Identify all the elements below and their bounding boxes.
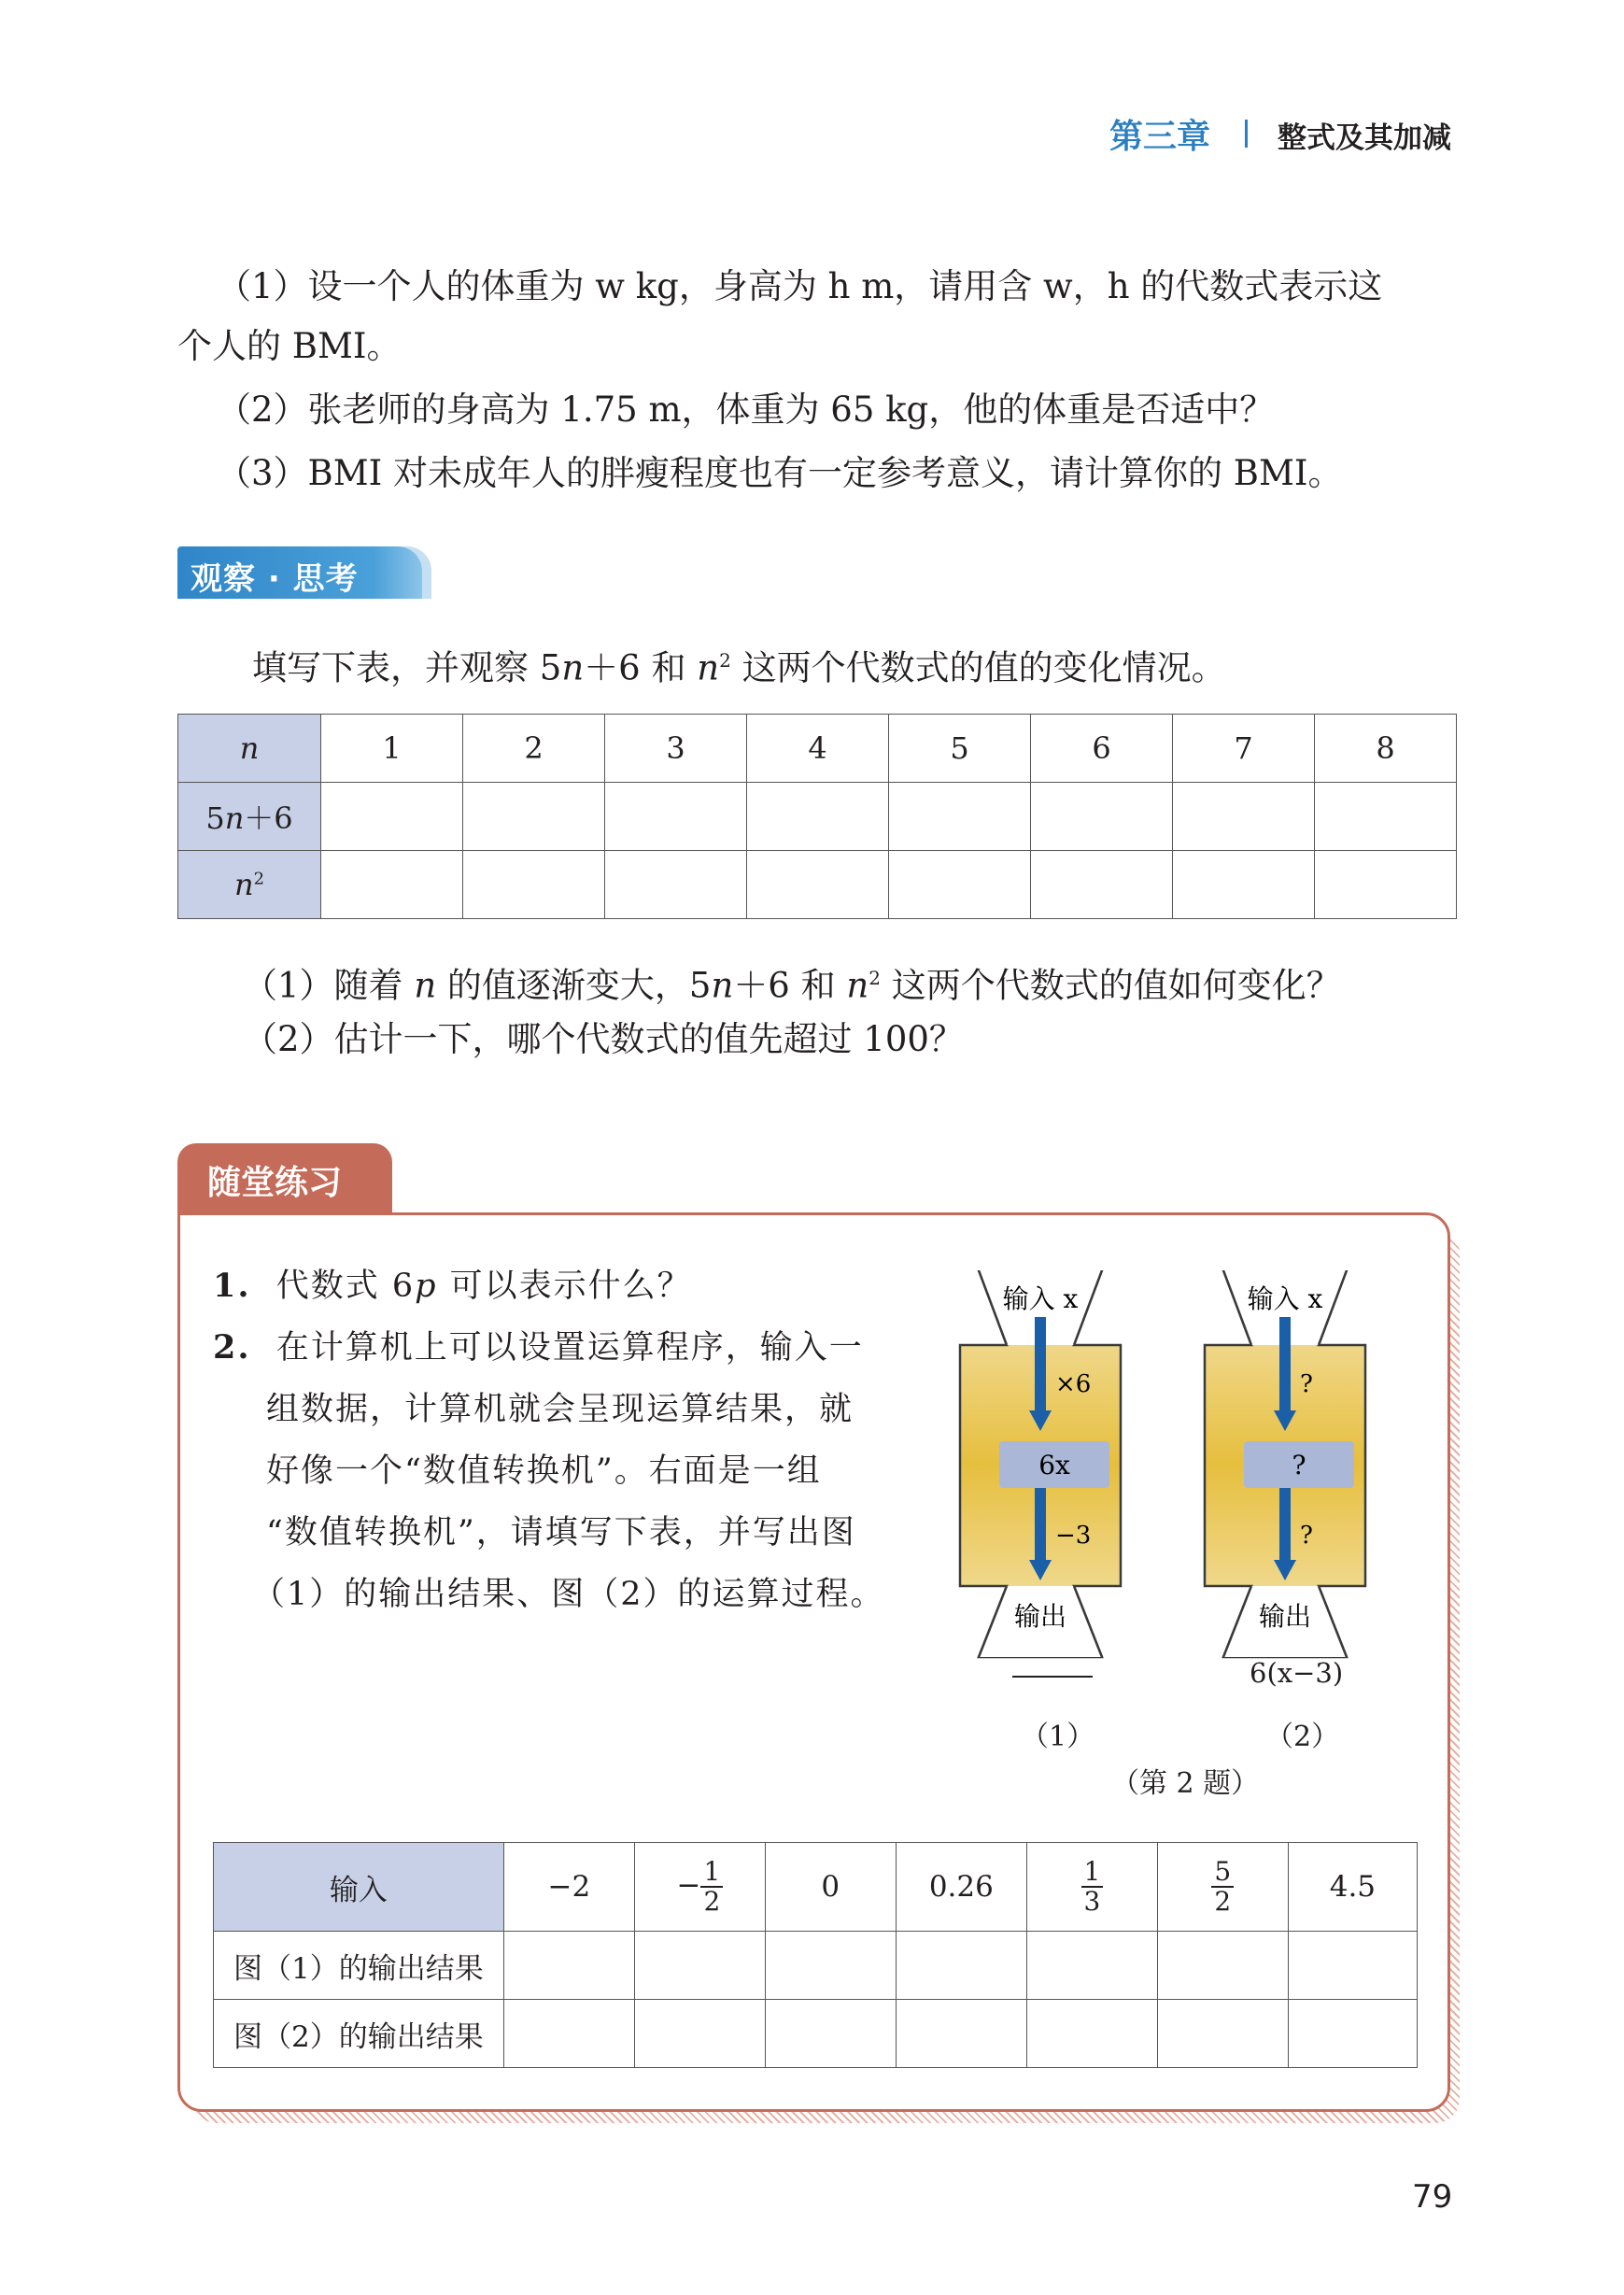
observe-think-banner-label: 观察 · 思考 [191,560,359,598]
blank-cell[interactable] [503,2000,634,2068]
machine-1-step2: −3 [1055,1522,1092,1550]
input-value [634,1843,765,1932]
bmi-question-1-line-2: 个人的 BMI。 [177,326,402,366]
blank-cell[interactable] [503,1932,634,2000]
table-row [214,1932,1418,2000]
blank-cell[interactable] [1173,851,1315,919]
blank-cell[interactable] [747,783,889,851]
var-n: n [414,965,437,1006]
var-n: n [697,647,720,688]
row-label-figure-1: 图（1）的输出结果 [214,1932,504,2000]
table-row [214,2000,1418,2068]
row-header-n-squared [178,851,321,919]
blank-cell[interactable] [765,1932,896,2000]
row-header-n [178,715,321,783]
blank-cell[interactable] [1173,783,1315,851]
blank-cell[interactable] [889,851,1031,919]
bmi-question-1-line-1: （1）设一个人的体重为 w kg，身高为 h m，请用含 w，h 的代数式表示这 [217,266,1383,306]
column-value: 2 [463,715,605,783]
column-value: 4 [747,715,889,783]
var-n: n [239,730,260,766]
blank-cell[interactable] [1288,2000,1417,2068]
table-row [178,783,1457,851]
var-n: n [224,800,245,836]
fraction [1211,1858,1234,1916]
bmi-question-3: （3）BMI 对未成年人的胖瘦程度也有一定参考意义，请计算你的 BMI。 [217,453,1343,493]
blank-cell[interactable] [634,2000,765,2068]
q2-line: 好像一个“数值转换机”。右面是一组 [266,1452,822,1490]
observe-table [177,714,1457,919]
cell-text: ＋6 [244,800,293,836]
machine-2-step2: ? [1300,1522,1313,1550]
machine-2-output-label: 输出 [1258,1601,1312,1632]
input-value: 0 [765,1843,896,1932]
machine-1-step1: ×6 [1055,1370,1092,1398]
input-header: 输入 [214,1843,504,1932]
fraction [1081,1858,1104,1916]
blank-cell[interactable] [1031,783,1173,851]
practice-tab-label: 随堂练习 [207,1164,343,1202]
input-value: 0.26 [896,1843,1026,1932]
intro-text: 这两个代数式的值的变化情况。 [730,647,1226,688]
column-value: 7 [1173,715,1315,783]
q2-line: “数值转换机”，请填写下表，并写出图 [266,1514,856,1551]
page-number: 79 [1412,2178,1453,2216]
denominator: 2 [1214,1886,1232,1917]
q2-line: 组数据，计算机就会呈现运算结果，就 [266,1391,854,1428]
input-value [1157,1843,1288,1932]
q-text: 的值逐渐变大，5 [436,965,712,1006]
blank-cell[interactable] [463,783,605,851]
blank-cell[interactable] [896,1932,1026,2000]
question-number: 1. [213,1267,251,1305]
numerator: 1 [1081,1858,1104,1888]
blank-cell[interactable] [634,1932,765,2000]
numerator: 1 [700,1858,723,1888]
input-value [1027,1843,1158,1932]
minus-sign: − [676,1868,701,1903]
blank-cell[interactable] [889,783,1031,851]
machine-2-input-label: 输入 x [1247,1283,1323,1314]
var-n: n [233,867,254,902]
machine-1-box-label: 6x [1038,1450,1070,1480]
q-text: （1）随着 [243,965,415,1006]
practice-question-1 [213,1255,692,1317]
machine-2-step1: ? [1300,1370,1313,1398]
blank-cell[interactable] [321,783,463,851]
exponent: 2 [719,649,731,672]
question-number: 2. [213,1328,251,1367]
blank-cell[interactable] [1157,2000,1288,2068]
machine-1-output-label: 输出 [1013,1601,1067,1632]
machine-1-caption: （1） [1021,1721,1095,1753]
q2-line: 在计算机上可以设置运算程序，输入一 [275,1329,864,1367]
var-p: p [415,1268,438,1305]
observe-intro [252,637,1226,691]
blank-cell[interactable] [1157,1932,1288,2000]
blank-cell[interactable] [765,2000,896,2068]
observe-question-1 [243,955,1341,1009]
var-n: n [561,647,585,688]
figure-caption: （第 2 题） [1111,1767,1260,1800]
numerator: 5 [1211,1858,1234,1888]
table-row [214,1843,1418,1932]
table-row [178,715,1457,783]
practice-tab [177,1143,392,1212]
bmi-question-2: （2）张老师的身高为 1.75 m，体重为 65 kg，他的体重是否适中？ [217,390,1275,430]
blank-cell[interactable] [605,851,747,919]
var-n: n [846,965,869,1006]
blank-cell[interactable] [1288,1932,1417,2000]
q-text: 可以表示什么？ [437,1268,692,1305]
blank-cell[interactable] [896,2000,1026,2068]
row-label-figure-2: 图（2）的输出结果 [214,2000,504,2068]
table-row [178,851,1457,919]
blank-cell[interactable] [1027,2000,1158,2068]
column-value: 8 [1315,715,1457,783]
machine-2-box-label: ? [1292,1450,1306,1480]
input-value: 4.5 [1288,1843,1417,1932]
column-value: 6 [1031,715,1173,783]
intro-text: 填写下表，并观察 5 [252,647,562,688]
chapter-title: 整式及其加减 [1278,121,1451,155]
blank-cell[interactable] [463,851,605,919]
blank-cell[interactable] [1315,783,1457,851]
q-text: 这两个代数式的值如何变化？ [880,965,1341,1006]
cell-text: 5 [205,800,225,836]
row-header-5n-plus-6 [178,783,321,851]
exponent: 2 [868,967,881,989]
denominator: 3 [1083,1886,1101,1917]
denominator: 2 [703,1886,721,1917]
q2-line: （1）的输出结果、图（2）的运算过程。 [252,1576,885,1613]
intro-text: ＋6 和 [584,647,698,688]
blank-cell[interactable] [1031,851,1173,919]
input-value: −2 [503,1843,634,1932]
number-machines-figure [943,1270,1391,1681]
blank-cell[interactable] [605,783,747,851]
machine-2-caption: （2） [1265,1721,1340,1753]
blank-cell[interactable] [321,851,463,919]
observe-question-2: （2）估计一下，哪个代数式的值先超过 100？ [243,1019,964,1059]
number-machine-2 [1205,1270,1365,1657]
practice-table [213,1842,1418,2068]
var-n: n [711,965,734,1006]
fraction [700,1858,723,1916]
machine-2-result: 6(x−3) [1250,1657,1344,1689]
column-value: 3 [605,715,747,783]
blank-cell[interactable] [747,851,889,919]
column-value: 1 [321,715,463,783]
exponent: 2 [253,869,265,889]
header-divider [1245,120,1248,148]
q-text: ＋6 和 [733,965,847,1006]
q-text: 代数式 6 [275,1268,416,1305]
blank-cell[interactable] [1027,1932,1158,2000]
observe-think-banner [177,546,422,599]
chapter-label: 第三章 [1109,118,1211,156]
blank-cell[interactable] [1315,851,1457,919]
column-value: 5 [889,715,1031,783]
machine-1-input-label: 输入 x [1002,1283,1079,1314]
practice-question-2 [213,1317,864,1379]
